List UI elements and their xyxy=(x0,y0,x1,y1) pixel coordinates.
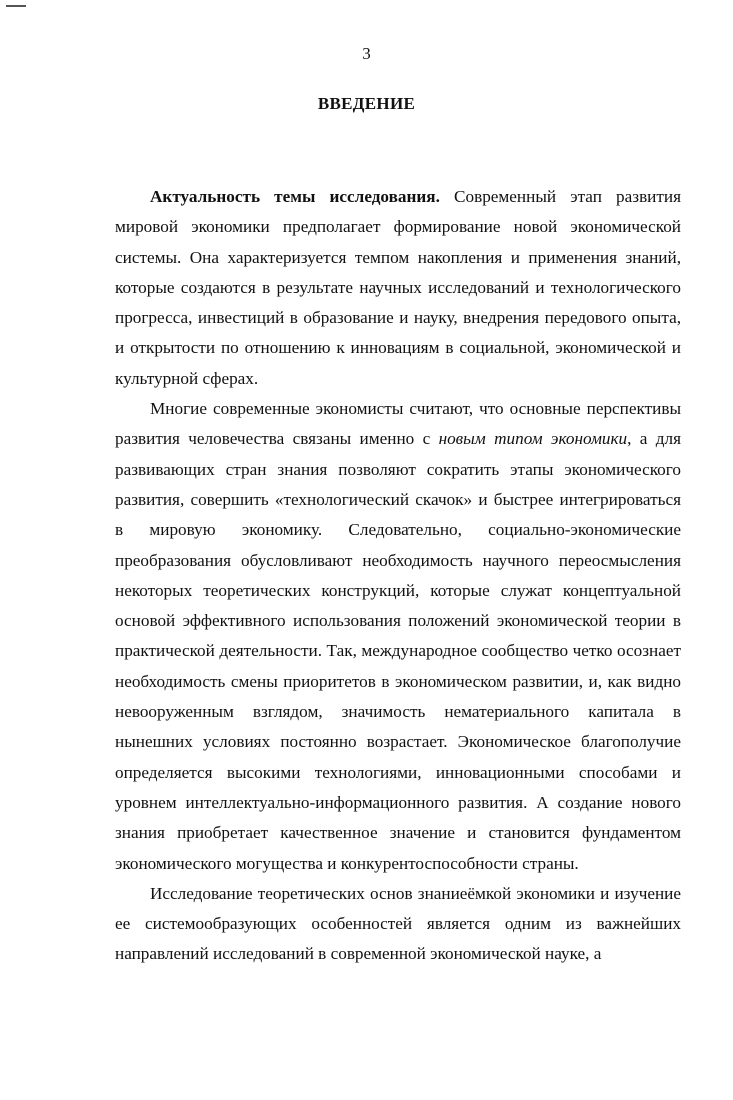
relevance-lead: Актуальность темы исследования. xyxy=(150,187,440,206)
document-body xyxy=(115,182,681,970)
relevance-text: Современный этап развития мировой экономики предполагает формирование новой экономической системы. Она характеризуется темпом накопления и применения знаний, которые создаются в результате научных исследований и технологического прогресса, инвестиций в образование и науку, внедрения передового опыта, и открытости по отношению к инновациям в социальной, экономической и культурной сферах. xyxy=(115,187,681,388)
economists-text-before: Многие современные экономисты считают, что основные перспективы развития человечества связаны именно с xyxy=(115,399,681,449)
paragraph-economists xyxy=(115,394,681,879)
economists-italic-term: новым типом экономики xyxy=(438,429,628,449)
section-heading: ВВЕДЕНИЕ xyxy=(317,94,416,113)
page-number: 3 xyxy=(362,44,371,63)
paragraph-relevance xyxy=(115,182,681,394)
paragraph-research xyxy=(115,879,681,970)
scan-corner-mark xyxy=(6,5,26,7)
economists-text-after: , а для развивающих стран знания позволяют сократить этапы экономического развития, совершить «технологический скачок» и быстрее интегрироваться в мировую экономику. Следовательно, социально-экономические преобразования обусловливают необходимость научного переосмысления некоторых теоретических конструкций, которые служат концептуальной основой эффективного использования положений экономической теории в практической деятельности. Так, международное сообщество четко осознает необходимость смены приоритетов в экономическом развитии, и, как видно невооруженным взглядом, значимость нематериального капитала в нынешних условиях постоянно возрастает. Экономическое благополучие определяется высокими технологиями, инновационными способами и уровнем интеллектуально-информационного развития. А создание нового знания приобретает качественное значение и становится фундаментом экономического могущества и конкурентоспособности страны. xyxy=(115,429,681,873)
research-text: Исследование теоретических основ знаниеёмкой экономики и изучение ее системообразующих особенностей является одним из важнейших направлений исследований в современной экономической науке, а xyxy=(115,883,681,964)
